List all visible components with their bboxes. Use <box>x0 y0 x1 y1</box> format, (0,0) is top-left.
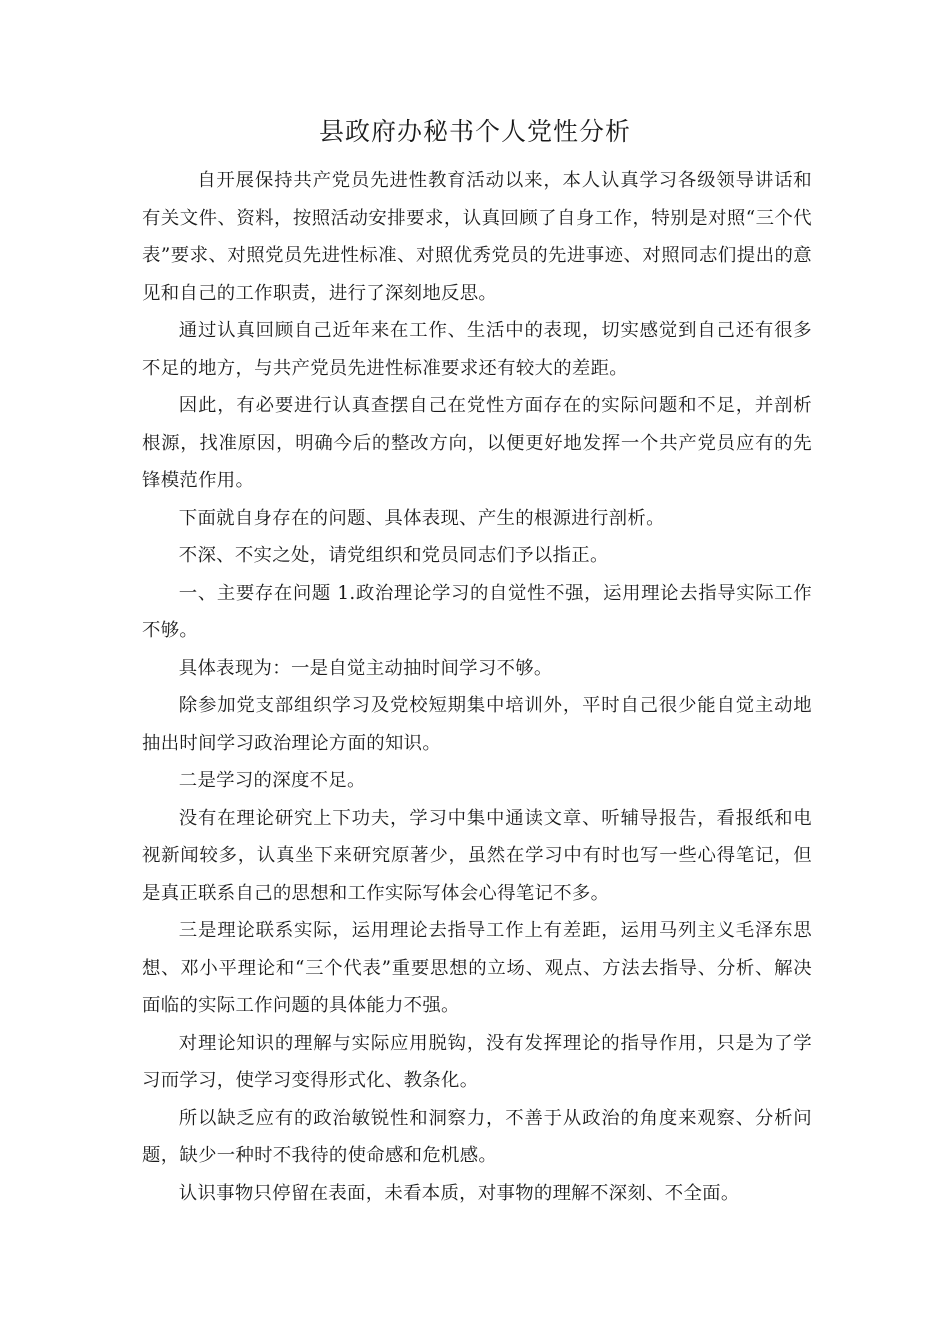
paragraph: 通过认真回顾自己近年来在工作、生活中的表现，切实感觉到自己还有很多不足的地方，与共产党员先进性标准要求还有较大的差距。 <box>142 320 812 379</box>
paragraph: 对理论知识的理解与实际应用脱钩，没有发挥理论的指导作用，只是为了学习而学习，使学习变得形式化、教条化。 <box>142 1032 812 1091</box>
paragraph: 下面就自身存在的问题、具体表现、产生的根源进行剖析。 <box>178 507 665 529</box>
paragraph: 二是学习的深度不足。 <box>178 770 366 791</box>
paragraph: 认识事物只停留在表面，未看本质，对事物的理解不深刻、不全面。 <box>178 1182 740 1204</box>
paragraph: 因此，有必要进行认真查摆自己在党性方面存在的实际问题和不足，并剖析根源，找准原因，明确今后的整改方向，以便更好地发挥一个共产党员应有的先锋模范作用。 <box>142 395 812 491</box>
document-body <box>142 162 812 1212</box>
paragraph: 除参加党支部组织学习及党校短期集中培训外，平时自己很少能自觉主动地抽出时间学习政治理论方面的知识。 <box>142 695 812 754</box>
paragraph: 不深、不实之处，请党组织和党员同志们予以指正。 <box>178 545 609 566</box>
paragraph: 所以缺乏应有的政治敏锐性和洞察力，不善于从政治的角度来观察、分析问题，缺少一种时不我待的使命感和危机感。 <box>142 1107 812 1166</box>
paragraph: 没有在理论研究上下功夫，学习中集中通读文章、听辅导报告，看报纸和电视新闻较多，认真坐下来研究原著少，虽然在学习中有时也写一些心得笔记，但是真正联系自己的思想和工作实际写体会心得笔记不多。 <box>142 807 812 904</box>
paragraph: 自开展保持共产党员先进性教育活动以来，本人认真学习各级领导讲话和有关文件、资料，按照活动安排要求，认真回顾了自身工作，特别是对照“三个代表”要求、对照党员先进性标准、对照优秀党员的先进事迹、对照同志们提出的意见和自己的工作职责，进行了深刻地反思。 <box>142 170 812 304</box>
paragraph: 三是理论联系实际，运用理论去指导工作上有差距，运用马列主义毛泽东思想、邓小平理论和“三个代表”重要思想的立场、观点、方法去指导、分析、解决面临的实际工作问题的具体能力不强。 <box>142 920 812 1016</box>
paragraph: 具体表现为：一是自觉主动抽时间学习不够。 <box>178 657 553 679</box>
document-title: 县政府办秘书个人党性分析 <box>318 117 631 146</box>
paragraph: 一、主要存在问题 1.政治理论学习的自觉性不强，运用理论去指导实际工作不够。 <box>142 582 812 641</box>
